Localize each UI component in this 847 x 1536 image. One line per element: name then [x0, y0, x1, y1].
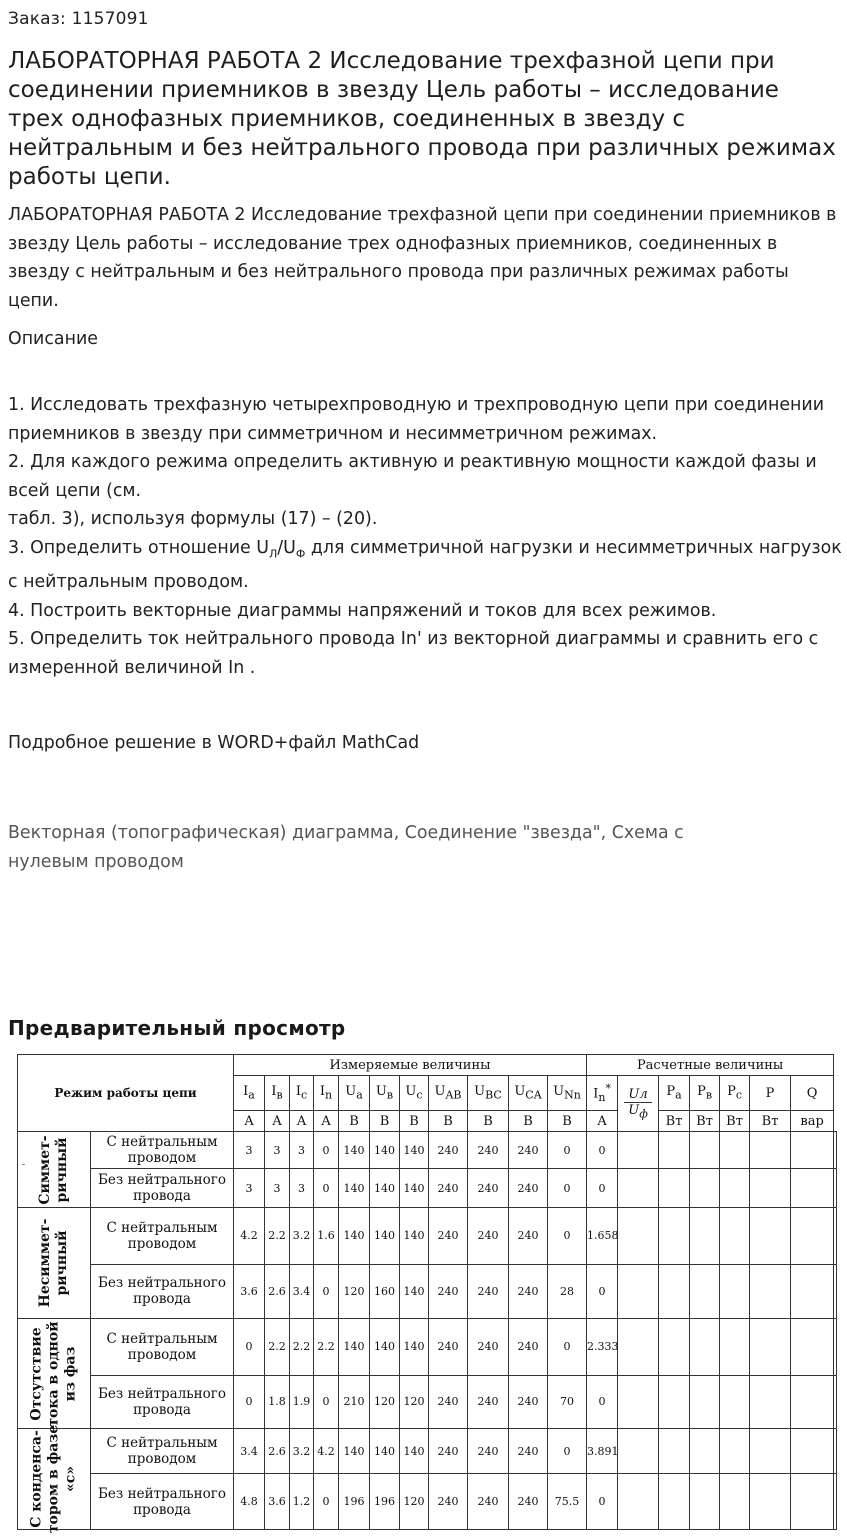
table-cell: 140 [400, 1264, 429, 1319]
table-cell: 240 [468, 1132, 509, 1169]
task-3: 3. Определить отношение $U_Л/U_Ф$ для симметричной нагрузки и несимметричных нагрузок с нейтральным проводом. [8, 537, 842, 593]
table-cell: 0 [548, 1132, 587, 1169]
condition-label: С нейтральным проводом [91, 1429, 234, 1474]
column-symbol: $I_c$ [290, 1076, 314, 1111]
table-cell: 0 [548, 1429, 587, 1474]
mode-group-label [18, 1132, 91, 1208]
table-cell: 240 [509, 1474, 548, 1530]
table-cell: 0 [314, 1375, 339, 1429]
table-cell-empty [834, 1208, 837, 1265]
mode-group-text: Несиммет- ричный [37, 1218, 70, 1308]
table-cell-empty [720, 1264, 750, 1319]
column-unit: В [400, 1111, 429, 1132]
table-cell-empty [750, 1429, 791, 1474]
table-cell: 240 [429, 1429, 468, 1474]
table-cell-empty [791, 1429, 834, 1474]
table-cell: 75.5 [548, 1474, 587, 1530]
table-cell: 3.6 [265, 1474, 290, 1530]
table-cell: 140 [370, 1429, 400, 1474]
table-cell-empty [659, 1429, 690, 1474]
table-row [18, 1375, 837, 1429]
table-cell-empty [618, 1132, 659, 1169]
table-cell: 0 [234, 1319, 265, 1376]
table-cell: 240 [429, 1169, 468, 1208]
table-cell: 4.2 [314, 1429, 339, 1474]
table-cell-empty [834, 1474, 837, 1530]
column-unit: В [509, 1111, 548, 1132]
column-unit: Вт [750, 1111, 791, 1132]
table-cell-empty [618, 1319, 659, 1376]
table-cell: 0 [587, 1474, 618, 1530]
table-cell-empty [750, 1474, 791, 1530]
table-cell-empty [750, 1264, 791, 1319]
table-cell-empty [659, 1319, 690, 1376]
table-cell-empty [618, 1429, 659, 1474]
table-cell: 0 [314, 1474, 339, 1530]
column-unit: В [429, 1111, 468, 1132]
preview-heading: Предварительный просмотр [8, 1016, 346, 1040]
table-cell: 140 [339, 1208, 370, 1265]
column-symbol: $U_{AB}$ [429, 1076, 468, 1111]
table-cell: 240 [429, 1264, 468, 1319]
table-cell-empty [791, 1208, 834, 1265]
table-cell: 240 [468, 1429, 509, 1474]
table-cell: 3 [234, 1132, 265, 1169]
table-cell: 140 [370, 1319, 400, 1376]
column-unit: В [370, 1111, 400, 1132]
page-title: ЛАБОРАТОРНАЯ РАБОТА 2 Исследование трехфазной цепи при соединении приемников в звезду Цель работы – исследование трех однофазных приемников, соединенных в звезду с нейтральным и без нейтрального провода при различных режимах работы цепи. [8, 48, 836, 190]
table-cell: 2.333 [587, 1319, 618, 1376]
table-cell: 0 [314, 1169, 339, 1208]
table-cell: 70 [548, 1375, 587, 1429]
column-symbol: $U_{BC}$ [468, 1076, 509, 1111]
results-table [17, 1054, 837, 1534]
table-cell: 196 [339, 1474, 370, 1530]
table-cell: 210 [339, 1375, 370, 1429]
table-cell: 140 [400, 1132, 429, 1169]
task-5: 5. Определить ток нейтрального провода In' из векторной диаграммы и сравнить его с измеренной величиной In . [8, 629, 819, 678]
table-cell: 3 [265, 1169, 290, 1208]
table-cell-empty [690, 1474, 720, 1530]
task-1: 1. Исследовать трехфазную четырехпроводную и трехпроводную цепи при соединении приемников в звезду при симметричном и несимметричном режимах. [8, 395, 824, 444]
table-cell-empty [690, 1264, 720, 1319]
table-cell: 140 [339, 1169, 370, 1208]
mode-header: Режим работы цепи [18, 1055, 234, 1132]
table-cell-empty [834, 1264, 837, 1319]
table-row [18, 1264, 837, 1319]
table-cell: 2.6 [265, 1429, 290, 1474]
table-cell: 140 [370, 1208, 400, 1265]
table-cell-empty [659, 1208, 690, 1265]
table-cell: 240 [429, 1132, 468, 1169]
table-cell: 140 [339, 1429, 370, 1474]
table-cell: 1.9 [290, 1375, 314, 1429]
column-symbol: $U_a$ [339, 1076, 370, 1111]
column-symbol: P [750, 1076, 791, 1111]
table-cell: 140 [339, 1319, 370, 1376]
condition-label: С нейтральным проводом [91, 1319, 234, 1376]
table-cell: 120 [370, 1375, 400, 1429]
table-row [18, 1169, 837, 1208]
table-cell-empty [618, 1169, 659, 1208]
table-cell: 1.2 [290, 1474, 314, 1530]
column-unit: В [339, 1111, 370, 1132]
condition-label: Без нейтрального провода [91, 1169, 234, 1208]
mode-group-text: С конденса- тором в фазе «с» [28, 1424, 79, 1534]
table-cell-empty [791, 1264, 834, 1319]
column-symbol: $I_a$ [234, 1076, 265, 1111]
table-cell: 3.4 [290, 1264, 314, 1319]
table-cell-empty [750, 1132, 791, 1169]
table-cell-empty [834, 1375, 837, 1429]
table-cell: 140 [339, 1132, 370, 1169]
table-cell-empty [791, 1474, 834, 1530]
table-cell-empty [690, 1169, 720, 1208]
table-cell: 2.2 [314, 1319, 339, 1376]
preview-table-image [17, 1054, 837, 1534]
table-cell: 120 [400, 1474, 429, 1530]
table-cell: 240 [468, 1319, 509, 1376]
table-cell: 4.2 [234, 1208, 265, 1265]
table-cell: 3 [290, 1132, 314, 1169]
mode-group-label [18, 1208, 91, 1319]
column-unit: Вт [659, 1111, 690, 1132]
condition-label: Без нейтрального провода [91, 1375, 234, 1429]
condition-label: С нейтральным проводом [91, 1132, 234, 1169]
table-cell-empty [720, 1169, 750, 1208]
table-cell-empty [618, 1264, 659, 1319]
task-list [8, 391, 844, 682]
table-cell: 240 [509, 1375, 548, 1429]
table-cell: 0 [587, 1375, 618, 1429]
column-unit: А [234, 1111, 265, 1132]
order-number: Заказ: 1157091 [8, 9, 149, 29]
table-cell: 120 [400, 1375, 429, 1429]
table-cell: 2.2 [265, 1208, 290, 1265]
table-cell-empty [690, 1375, 720, 1429]
table-cell: 240 [468, 1208, 509, 1265]
table-cell: 4.8 [234, 1474, 265, 1530]
table-cell: 240 [509, 1208, 548, 1265]
table-cell: 0 [587, 1132, 618, 1169]
table-cell-empty [690, 1208, 720, 1265]
table-cell: 2.6 [265, 1264, 290, 1319]
table-cell-empty [791, 1375, 834, 1429]
table-cell: 140 [400, 1429, 429, 1474]
table-row [18, 1474, 837, 1530]
table-cell-empty [690, 1429, 720, 1474]
table-cell: 240 [468, 1474, 509, 1530]
table-cell: 3.2 [290, 1429, 314, 1474]
table-cell-empty [659, 1169, 690, 1208]
table-cell: 1.8 [265, 1375, 290, 1429]
table-cell: 0 [314, 1132, 339, 1169]
condition-label: Без нейтрального провода [91, 1264, 234, 1319]
table-cell: 0 [314, 1264, 339, 1319]
table-cell: 0 [587, 1264, 618, 1319]
table-cell: 2.2 [265, 1319, 290, 1376]
table-cell: 3.4 [234, 1429, 265, 1474]
table-cell: 140 [400, 1169, 429, 1208]
table-cell: 240 [509, 1264, 548, 1319]
table-cell-empty [791, 1169, 834, 1208]
table-cell-empty [720, 1208, 750, 1265]
table-cell: 3 [265, 1132, 290, 1169]
column-unit: Вт [690, 1111, 720, 1132]
table-cell: 240 [468, 1169, 509, 1208]
table-cell-empty [791, 1319, 834, 1376]
mode-group-text: Отсутствие тока в одной из фаз [28, 1320, 79, 1427]
measured-header: Измеряемые величины [234, 1055, 587, 1076]
column-symbol: $I_в$ [265, 1076, 290, 1111]
table-cell-empty [720, 1319, 750, 1376]
table-cell: 196 [370, 1474, 400, 1530]
table-cell-empty [659, 1375, 690, 1429]
table-cell: 120 [339, 1264, 370, 1319]
table-cell: 3.2 [290, 1208, 314, 1265]
table-cell: 240 [509, 1429, 548, 1474]
table-cell-empty [690, 1319, 720, 1376]
column-symbol: $I_n$ [314, 1076, 339, 1111]
table-row [18, 1132, 837, 1169]
column-symbol: Q [791, 1076, 834, 1111]
table-cell: 3.6 [234, 1264, 265, 1319]
table-cell-empty [720, 1132, 750, 1169]
column-unit: А [290, 1111, 314, 1132]
table-cell: 240 [509, 1169, 548, 1208]
table-cell: 0 [548, 1208, 587, 1265]
task-2a: 2. Для каждого режима определить активную и реактивную мощности каждой фазы и всей цепи (см. [8, 452, 817, 501]
table-cell-empty [720, 1375, 750, 1429]
table-row [18, 1429, 837, 1474]
calculated-header: Расчетные величины [587, 1055, 834, 1076]
column-unit: Вт [720, 1111, 750, 1132]
table-cell: 2.2 [290, 1319, 314, 1376]
table-cell: 240 [429, 1319, 468, 1376]
column-symbol: $U_c$ [400, 1076, 429, 1111]
column-unit: А [314, 1111, 339, 1132]
table-cell: 140 [400, 1208, 429, 1265]
column-symbol: $U_{CA}$ [509, 1076, 548, 1111]
table-cell: 3.891 [587, 1429, 618, 1474]
group-marker: - [22, 1160, 26, 1170]
table-cell-empty [720, 1474, 750, 1530]
table-cell-empty [834, 1169, 837, 1208]
table-cell-empty [618, 1208, 659, 1265]
table-cell: 240 [468, 1264, 509, 1319]
column-unit: А [587, 1111, 618, 1132]
condition-label: Без нейтрального провода [91, 1474, 234, 1530]
intro-paragraph: ЛАБОРАТОРНАЯ РАБОТА 2 Исследование трехфазной цепи при соединении приемников в звезду Цель работы – исследование трех однофазных приемников, соединенных в звезду с нейтральным и без нейтрального провода при различных режимах работы цепи. [8, 205, 837, 311]
mode-group-label [18, 1424, 91, 1534]
table-cell: 240 [429, 1208, 468, 1265]
table-cell: 1.6 [314, 1208, 339, 1265]
table-cell: 28 [548, 1264, 587, 1319]
table-cell-empty [834, 1132, 837, 1169]
ratio-symbol: Uл $U_ф$ [618, 1076, 659, 1132]
column-unit: В [548, 1111, 587, 1132]
table-cell: 240 [468, 1375, 509, 1429]
tag-links[interactable]: Векторная (топографическая) диаграмма, Соединение "звезда", Схема с нулевым проводом [8, 823, 684, 872]
table-cell: 0 [587, 1169, 618, 1208]
mode-group-label [18, 1319, 91, 1429]
solution-note: Подробное решение в WORD+файл MathCad [8, 733, 420, 753]
table-row [18, 1208, 837, 1265]
task-2b: табл. 3), используя формулы (17) – (20). [8, 509, 378, 529]
table-row [18, 1319, 837, 1376]
table-cell-empty [750, 1319, 791, 1376]
column-symbol: $P_a$ [659, 1076, 690, 1111]
table-cell-empty [791, 1132, 834, 1169]
table-cell-empty [618, 1375, 659, 1429]
table-cell-empty [690, 1132, 720, 1169]
column-symbol: $I_n^*$ [587, 1076, 618, 1111]
table-cell: 0 [548, 1319, 587, 1376]
table-cell-empty [834, 1429, 837, 1474]
table-cell: 0 [234, 1375, 265, 1429]
column-symbol: $P_в$ [690, 1076, 720, 1111]
column-symbol: $P_c$ [720, 1076, 750, 1111]
table-cell-empty [618, 1474, 659, 1530]
table-cell: 160 [370, 1264, 400, 1319]
table-cell: 240 [429, 1375, 468, 1429]
column-symbol: $U_{Nn}$ [548, 1076, 587, 1111]
table-cell-empty [834, 1319, 837, 1376]
table-cell-empty [750, 1169, 791, 1208]
table-cell: 240 [509, 1319, 548, 1376]
table-cell-empty [720, 1429, 750, 1474]
table-cell: 140 [400, 1319, 429, 1376]
table-cell: 240 [429, 1474, 468, 1530]
table-cell-empty [750, 1375, 791, 1429]
task-4: 4. Построить векторные диаграммы напряжений и токов для всех режимов. [8, 600, 717, 621]
table-cell: 3 [290, 1169, 314, 1208]
condition-label: С нейтральным проводом [91, 1208, 234, 1265]
table-cell: 140 [370, 1169, 400, 1208]
table-cell-empty [659, 1132, 690, 1169]
column-unit: вар [791, 1111, 834, 1132]
table-cell: 1.658 [587, 1208, 618, 1265]
table-cell: 240 [509, 1132, 548, 1169]
table-cell-empty [659, 1264, 690, 1319]
description-label: Описание [8, 329, 98, 349]
column-symbol: $U_в$ [370, 1076, 400, 1111]
table-cell: 140 [370, 1132, 400, 1169]
table-cell-empty [750, 1208, 791, 1265]
table-cell-empty [659, 1474, 690, 1530]
column-unit: А [265, 1111, 290, 1132]
table-cell: 3 [234, 1169, 265, 1208]
mode-group-text: Симмет- ричный [37, 1134, 70, 1205]
table-cell: 0 [548, 1169, 587, 1208]
column-unit: В [468, 1111, 509, 1132]
